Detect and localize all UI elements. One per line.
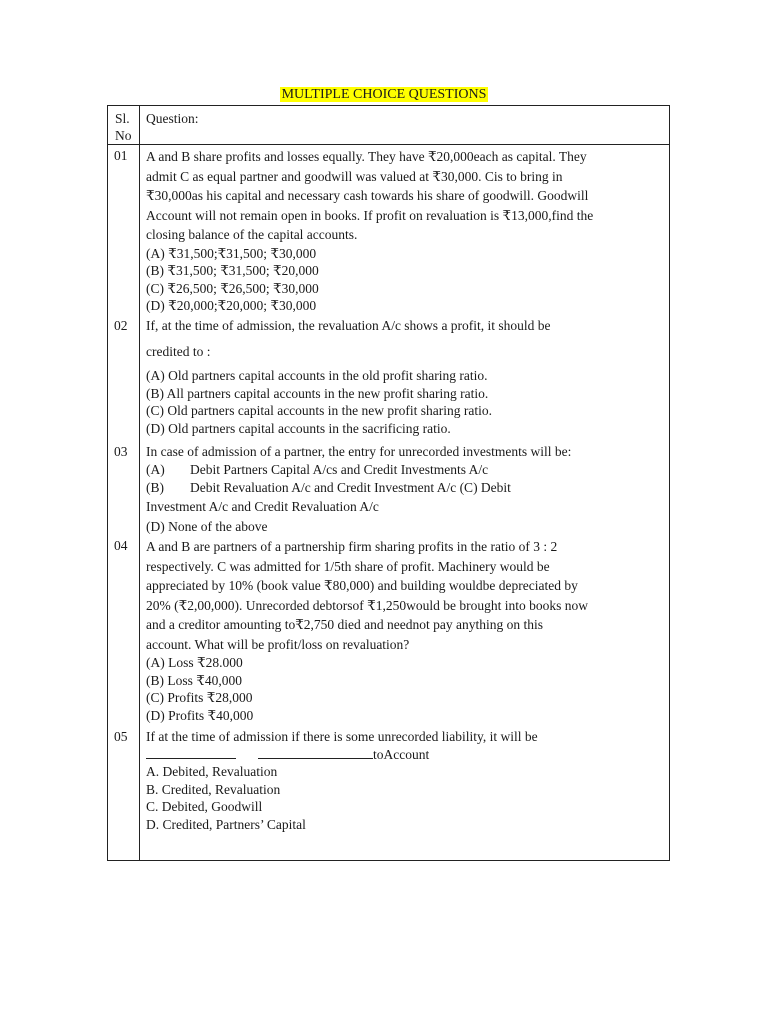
blank-suffix: toAccount xyxy=(373,746,430,762)
question-text: admit C as equal partner and goodwill was valued at ₹30,000. Cis to bring in xyxy=(146,168,563,184)
answer-option: (B) Loss ₹40,000 xyxy=(146,672,242,688)
question-text: In case of admission of a partner, the entry for unrecorded investments will be: xyxy=(146,444,572,459)
option-letter: (A) xyxy=(146,461,165,477)
question-text: A and B share profits and losses equally. They have ₹20,000each as capital. They xyxy=(146,149,587,164)
page-title xyxy=(0,86,768,104)
question-text: and a creditor amounting to₹2,750 died and neednot pay anything on this xyxy=(146,617,544,632)
question-number: 01 xyxy=(114,148,128,163)
question-number: 05 xyxy=(114,729,128,744)
question-text: ₹30,000as his capital and necessary cash towards his share of goodwill. Goodwill xyxy=(146,188,589,203)
answer-option: (A) ₹31,500;₹31,500; ₹30,000 xyxy=(146,245,317,261)
option-text: Debit Revaluation A/c and Credit Investment A/c (C) Debit xyxy=(190,480,511,495)
question-item xyxy=(146,313,666,437)
page-title-text: MULTIPLE CHOICE QUESTIONS xyxy=(281,87,487,102)
question-item xyxy=(146,147,666,315)
question-text: respectively. C was admitted for 1/5th share of profit. Machinery would be xyxy=(146,558,550,574)
column-divider xyxy=(139,106,140,860)
answer-option xyxy=(146,461,666,479)
sl-no-header: Sl. No xyxy=(115,111,132,143)
question-item xyxy=(146,443,666,536)
mcq-table xyxy=(107,105,670,861)
answer-option: (D) Old partners capital accounts in the sacrificing ratio. xyxy=(146,420,451,436)
fill-in-blank-line xyxy=(146,746,666,764)
answer-option: (D) ₹20,000;₹20,000; ₹30,000 xyxy=(146,298,317,313)
answer-option: D. Credited, Partners’ Capital xyxy=(146,816,306,832)
answer-option: (A) Old partners capital accounts in the old profit sharing ratio. xyxy=(146,368,488,383)
answer-option: (D) Profits ₹40,000 xyxy=(146,707,254,723)
question-text: closing balance of the capital accounts. xyxy=(146,227,358,242)
question-number: 02 xyxy=(114,318,128,333)
answer-option xyxy=(146,478,666,497)
question-text: credited to : xyxy=(146,344,211,359)
question-header: Question: xyxy=(146,111,199,126)
option-letter: (B) xyxy=(146,480,164,495)
option-text: Debit Partners Capital A/cs and Credit Investments A/c xyxy=(190,461,489,477)
question-item xyxy=(146,728,666,833)
answer-blank xyxy=(146,746,236,759)
answer-option: A. Debited, Revaluation xyxy=(146,764,278,779)
answer-option: (C) Old partners capital accounts in the new profit sharing ratio. xyxy=(146,403,493,418)
answer-option: C. Debited, Goodwill xyxy=(146,799,263,814)
question-text: If, at the time of admission, the revaluation A/c shows a profit, it should be xyxy=(146,318,551,333)
answer-option: (C) ₹26,500; ₹26,500; ₹30,000 xyxy=(146,280,319,296)
option-text: Investment A/c and Credit Revaluation A/c xyxy=(146,499,379,514)
question-text: If at the time of admission if there is some unrecorded liability, it will be xyxy=(146,729,538,744)
question-text: appreciated by 10% (book value ₹80,000) and building wouldbe depreciated by xyxy=(146,578,578,593)
question-number: 03 xyxy=(114,444,128,459)
answer-option: (A) Loss ₹28.000 xyxy=(146,655,243,670)
question-text: account. What will be profit/loss on revaluation? xyxy=(146,636,410,652)
answer-option: (D) None of the above xyxy=(146,518,268,534)
question-text: Account will not remain open in books. If profit on revaluation is ₹13,000,find the xyxy=(146,207,594,223)
answer-option: (B) All partners capital accounts in the new profit sharing ratio. xyxy=(146,385,489,401)
question-number: 04 xyxy=(114,538,128,553)
answer-option: (C) Profits ₹28,000 xyxy=(146,690,253,705)
answer-option: B. Credited, Revaluation xyxy=(146,781,281,797)
answer-blank xyxy=(258,746,373,759)
question-text: 20% (₹2,00,000). Unrecorded debtorsof ₹1,250would be brought into books now xyxy=(146,597,588,613)
answer-option: (B) ₹31,500; ₹31,500; ₹20,000 xyxy=(146,263,319,278)
header-divider xyxy=(108,144,669,145)
question-text: A and B are partners of a partnership firm sharing profits in the ratio of 3 : 2 xyxy=(146,539,558,554)
question-item xyxy=(146,537,666,724)
